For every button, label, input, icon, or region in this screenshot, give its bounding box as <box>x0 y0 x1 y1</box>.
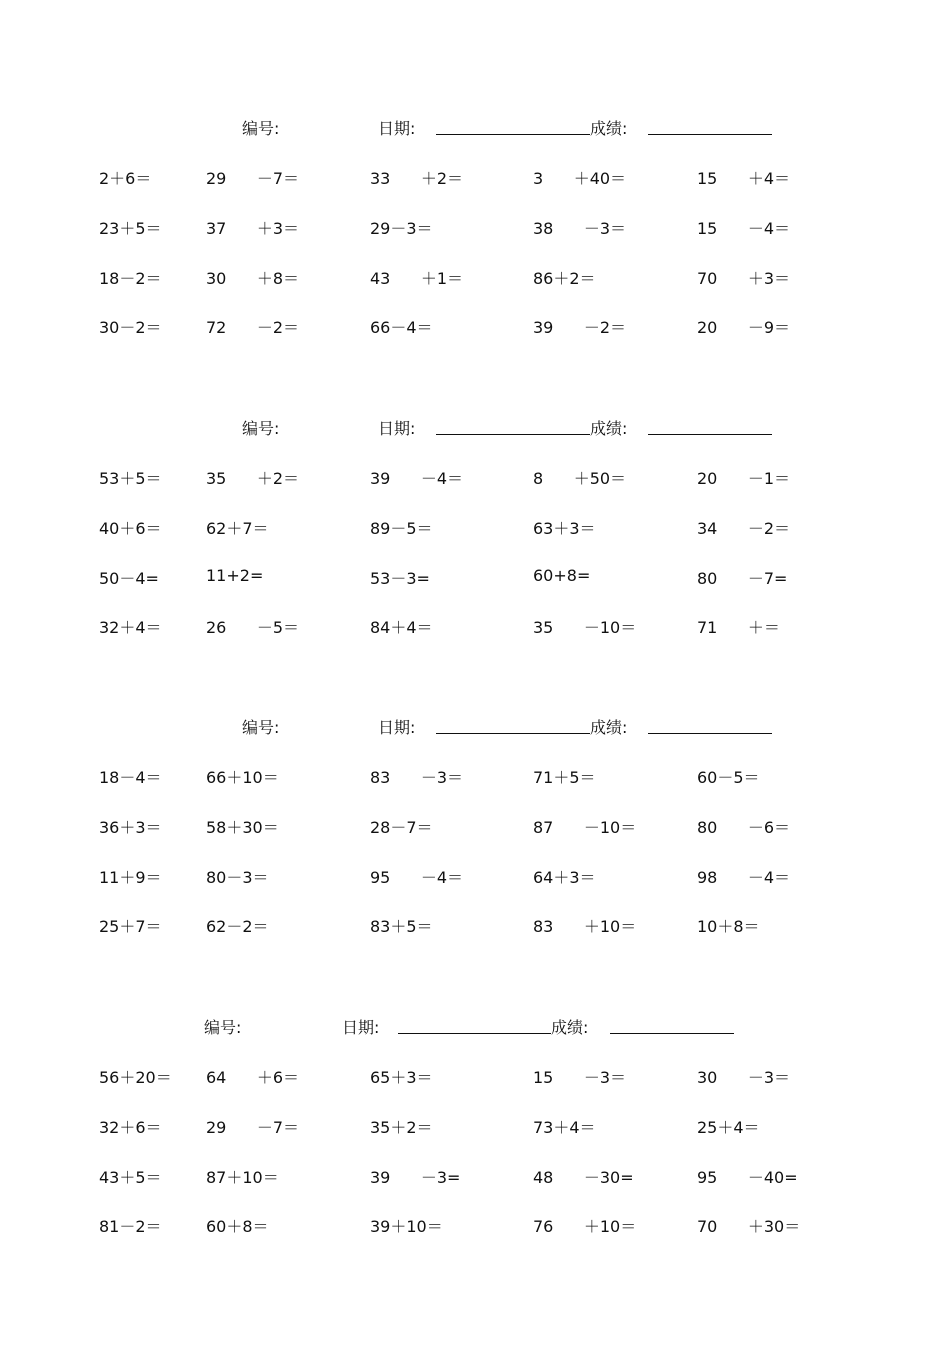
math-problem: 25＋4＝ <box>697 1118 760 1137</box>
score-blank[interactable] <box>648 420 772 435</box>
math-problem: 15 －4＝ <box>697 219 791 238</box>
math-problem: 66＋10＝ <box>206 768 279 787</box>
math-problem: 34 －2＝ <box>697 519 791 538</box>
number-label: 编号: <box>204 1018 242 1037</box>
math-problem: 39＋10＝ <box>370 1217 443 1236</box>
math-problem: 64 ＋6＝ <box>206 1068 300 1087</box>
math-problem: 80－3＝ <box>206 868 269 887</box>
math-problem: 81－2＝ <box>99 1217 162 1236</box>
score-label: 成绩: <box>590 119 628 138</box>
math-problem: 15 －3＝ <box>533 1068 627 1087</box>
date-label: 日期: <box>378 119 416 138</box>
math-problem: 35＋2＝ <box>370 1118 433 1137</box>
score-label: 成绩: <box>590 718 628 737</box>
math-problem: 87 －10＝ <box>533 818 637 837</box>
math-problem: 29 －7＝ <box>206 1118 300 1137</box>
section-header <box>0 416 950 440</box>
math-problem: 8 ＋50＝ <box>533 469 627 488</box>
score-label: 成绩: <box>551 1018 589 1037</box>
math-problem: 23＋5＝ <box>99 219 162 238</box>
math-problem: 76 ＋10＝ <box>533 1217 637 1236</box>
math-problem: 37 ＋3＝ <box>206 219 300 238</box>
math-problem: 60+8= <box>533 566 591 585</box>
math-problem: 11＋9＝ <box>99 868 162 887</box>
math-problem: 36＋3＝ <box>99 818 162 837</box>
math-problem: 95 －40= <box>697 1168 798 1187</box>
math-problem: 95 －4＝ <box>370 868 464 887</box>
math-problem: 33 ＋2＝ <box>370 169 464 188</box>
math-problem: 25＋7＝ <box>99 917 162 936</box>
math-problem: 30－2＝ <box>99 318 162 337</box>
math-problem: 29 －7＝ <box>206 169 300 188</box>
section-header <box>0 1015 950 1039</box>
math-problem: 3 ＋40＝ <box>533 169 627 188</box>
math-problem: 48 －30= <box>533 1168 634 1187</box>
math-problem: 11+2= <box>206 566 264 585</box>
math-problem: 71 ＋＝ <box>697 618 780 637</box>
number-label: 编号: <box>242 119 280 138</box>
section-header <box>0 116 950 140</box>
math-problem: 86＋2＝ <box>533 269 596 288</box>
math-problem: 64＋3＝ <box>533 868 596 887</box>
section-header <box>0 715 950 739</box>
number-label: 编号: <box>242 419 280 438</box>
math-problem: 70 ＋30＝ <box>697 1217 801 1236</box>
math-problem: 29－3＝ <box>370 219 433 238</box>
date-blank[interactable] <box>398 1019 551 1034</box>
date-label: 日期: <box>378 718 416 737</box>
math-problem: 66－4＝ <box>370 318 433 337</box>
math-problem: 30 －3＝ <box>697 1068 791 1087</box>
date-blank[interactable] <box>436 120 590 135</box>
math-problem: 71＋5＝ <box>533 768 596 787</box>
math-problem: 63＋3＝ <box>533 519 596 538</box>
math-problem: 73＋4＝ <box>533 1118 596 1137</box>
math-problem: 84＋4＝ <box>370 618 433 637</box>
date-blank[interactable] <box>436 719 590 734</box>
math-problem: 15 ＋4＝ <box>697 169 791 188</box>
math-problem: 43 ＋1＝ <box>370 269 464 288</box>
math-problem: 53＋5＝ <box>99 469 162 488</box>
math-problem: 20 －9＝ <box>697 318 791 337</box>
score-label: 成绩: <box>590 419 628 438</box>
math-problem: 30 ＋8＝ <box>206 269 300 288</box>
math-problem: 58＋30＝ <box>206 818 279 837</box>
math-problem: 83 －3＝ <box>370 768 464 787</box>
math-problem: 98 －4＝ <box>697 868 791 887</box>
math-problem: 83＋5＝ <box>370 917 433 936</box>
math-problem: 53－3= <box>370 569 430 588</box>
math-problem: 35 ＋2＝ <box>206 469 300 488</box>
math-problem: 35 －10＝ <box>533 618 637 637</box>
math-problem: 2＋6＝ <box>99 169 152 188</box>
math-problem: 89－5＝ <box>370 519 433 538</box>
math-problem: 26 －5＝ <box>206 618 300 637</box>
math-problem: 39 －4＝ <box>370 469 464 488</box>
score-blank[interactable] <box>610 1019 734 1034</box>
math-problem: 38 －3＝ <box>533 219 627 238</box>
math-problem: 72 －2＝ <box>206 318 300 337</box>
number-label: 编号: <box>242 718 280 737</box>
math-problem: 50－4= <box>99 569 159 588</box>
score-blank[interactable] <box>648 120 772 135</box>
math-problem: 39 －2＝ <box>533 318 627 337</box>
math-problem: 18－2＝ <box>99 269 162 288</box>
math-problem: 32＋4＝ <box>99 618 162 637</box>
math-problem: 32＋6＝ <box>99 1118 162 1137</box>
math-problem: 39 －3= <box>370 1168 461 1187</box>
date-label: 日期: <box>378 419 416 438</box>
math-problem: 80 －6＝ <box>697 818 791 837</box>
math-problem: 43＋5＝ <box>99 1168 162 1187</box>
math-problem: 65＋3＝ <box>370 1068 433 1087</box>
math-problem: 28－7＝ <box>370 818 433 837</box>
math-problem: 70 ＋3＝ <box>697 269 791 288</box>
math-problem: 20 －1＝ <box>697 469 791 488</box>
math-problem: 87＋10＝ <box>206 1168 279 1187</box>
date-blank[interactable] <box>436 420 590 435</box>
date-label: 日期: <box>342 1018 380 1037</box>
math-problem: 80 －7= <box>697 569 788 588</box>
math-problem: 10＋8＝ <box>697 917 760 936</box>
math-problem: 60－5＝ <box>697 768 760 787</box>
math-problem: 56＋20＝ <box>99 1068 172 1087</box>
score-blank[interactable] <box>648 719 772 734</box>
math-problem: 60＋8＝ <box>206 1217 269 1236</box>
math-problem: 62－2＝ <box>206 917 269 936</box>
math-problem: 62＋7＝ <box>206 519 269 538</box>
math-problem: 18－4＝ <box>99 768 162 787</box>
math-problem: 40＋6＝ <box>99 519 162 538</box>
math-problem: 83 ＋10＝ <box>533 917 637 936</box>
